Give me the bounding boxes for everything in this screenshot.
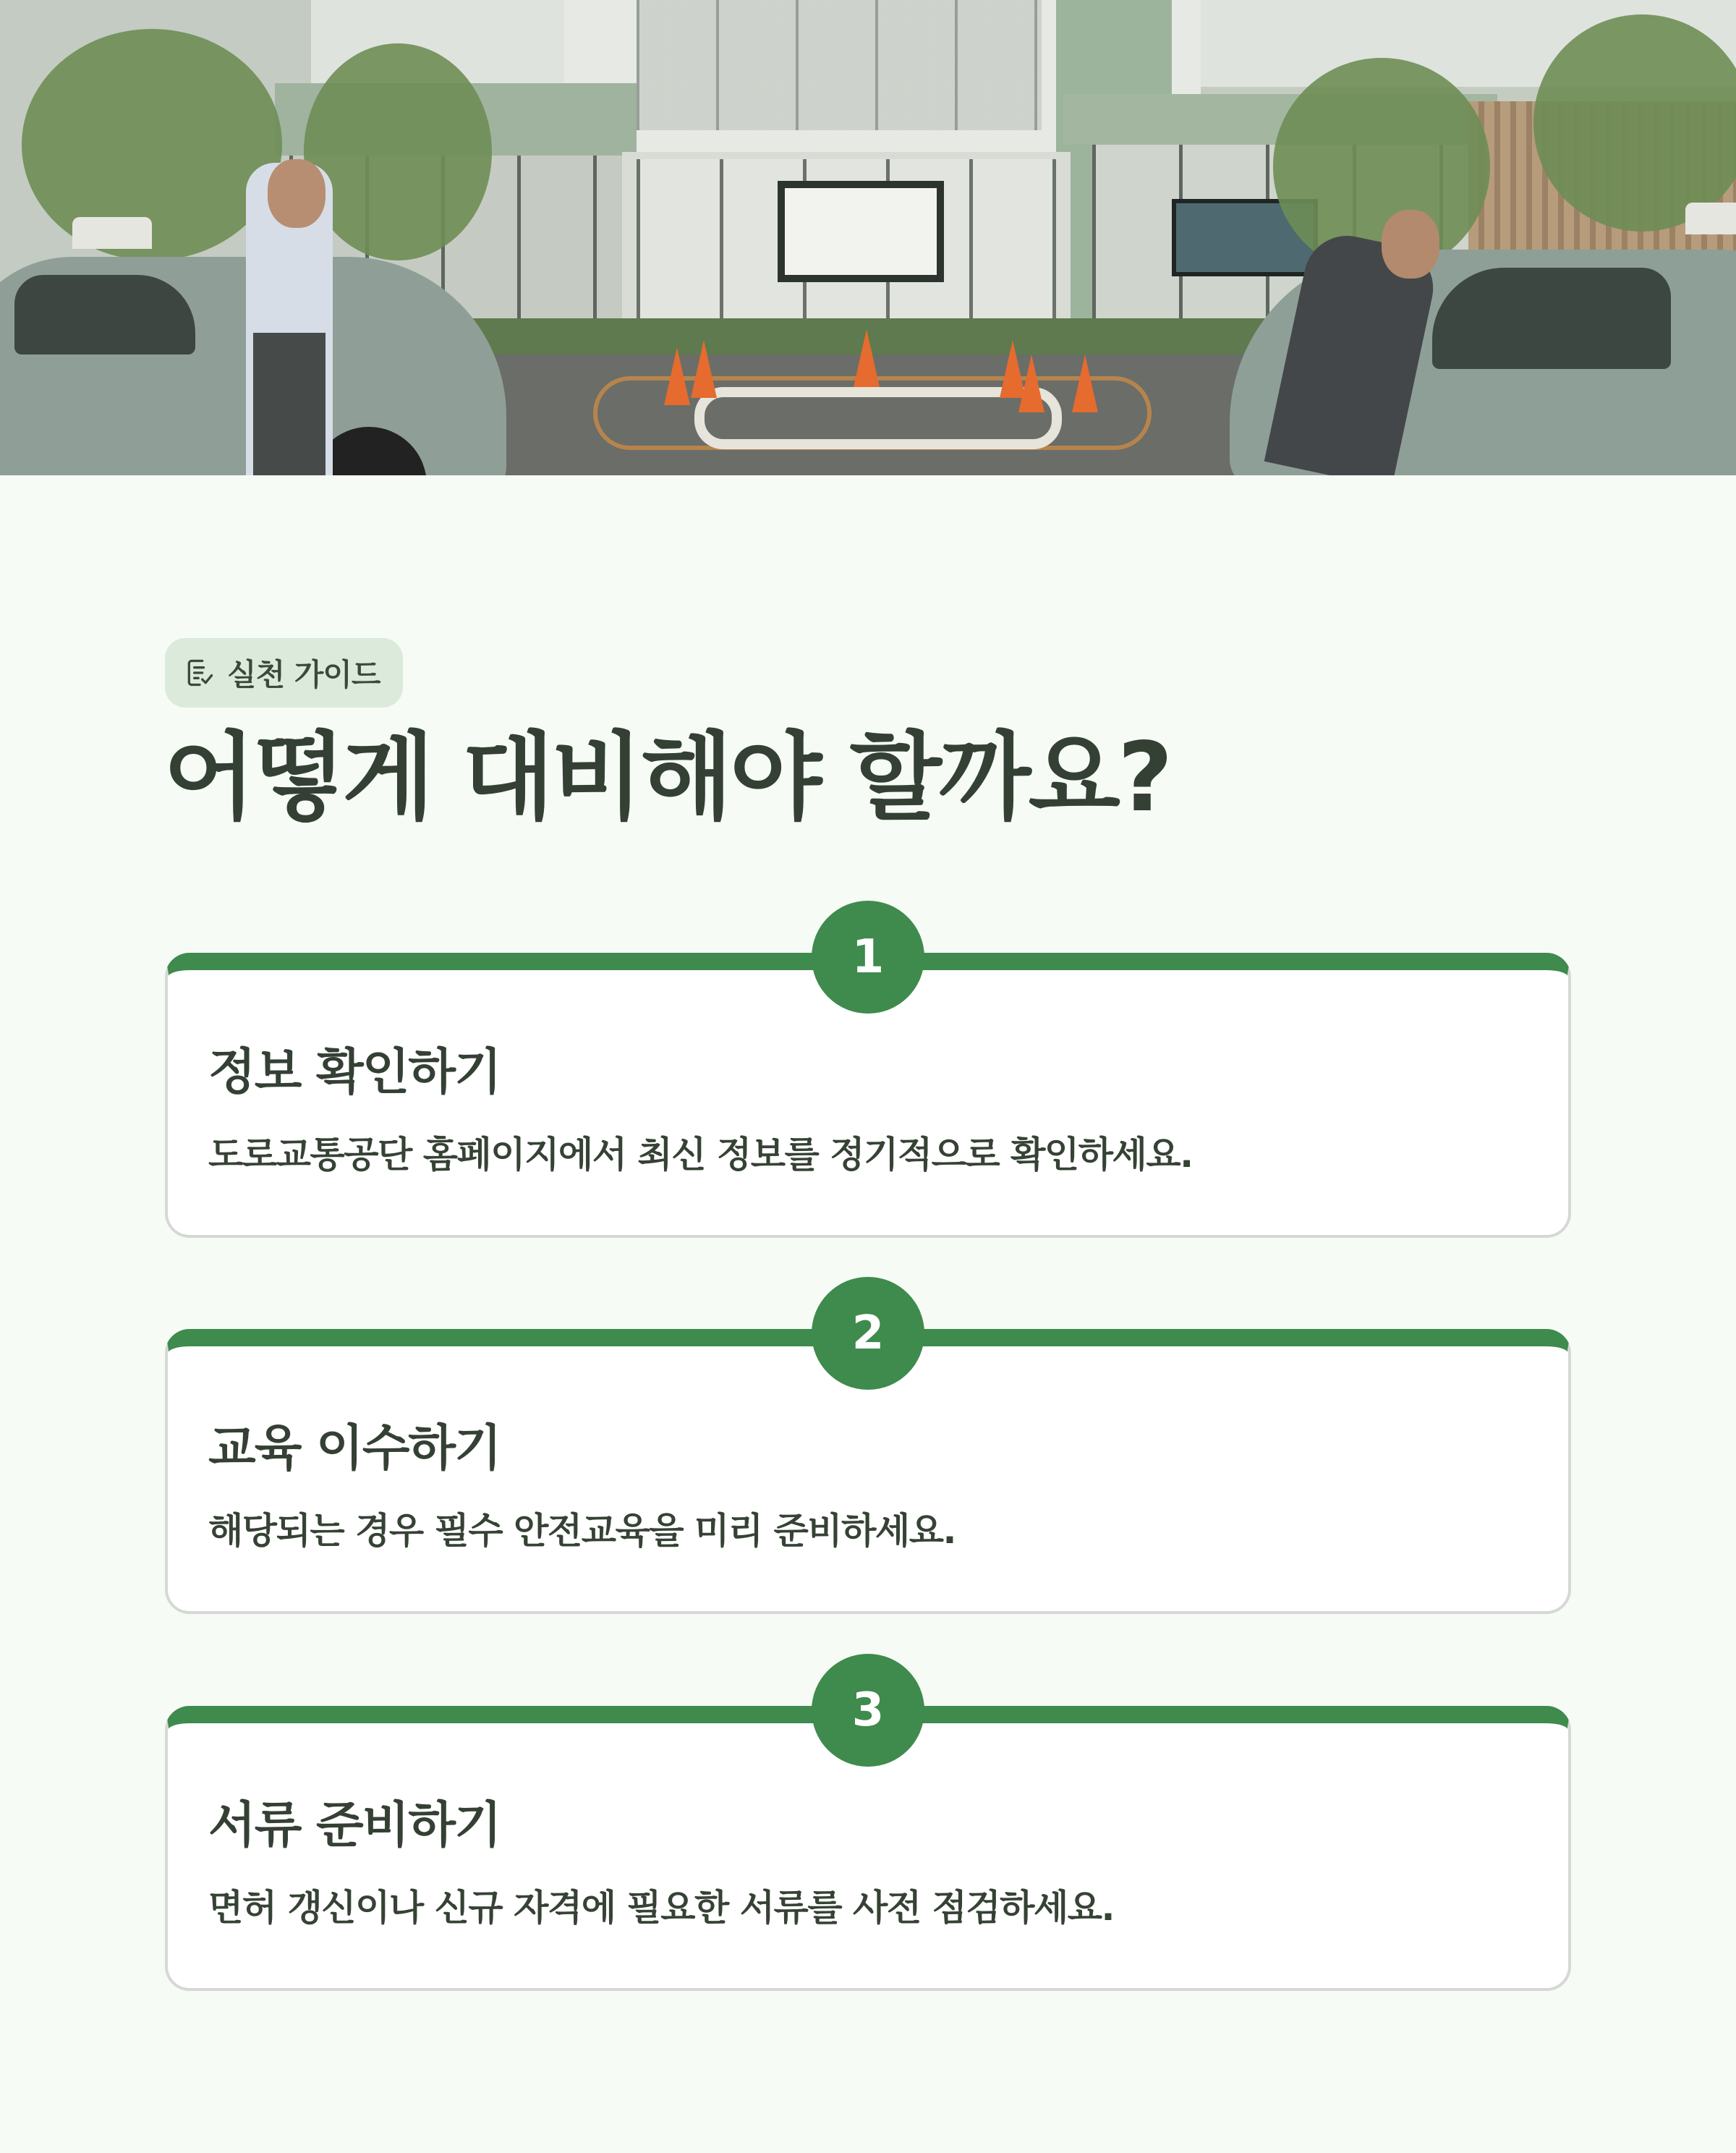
- step-title: 서류 준비하기: [208, 1797, 501, 1854]
- step-description: 도로교통공단 홈페이지에서 최신 정보를 정기적으로 확인하세요.: [208, 1134, 1193, 1176]
- section-badge-label: 실천 가이드: [227, 657, 380, 692]
- page-title: 어떻게 대비해야 할까요?: [163, 722, 1170, 833]
- step-number-badge-2: 2: [812, 1277, 924, 1390]
- step-description: 해당되는 경우 필수 안전교육을 미리 준비하세요.: [208, 1510, 956, 1552]
- checklist-document-icon: [184, 657, 216, 689]
- step-title: 정보 확인하기: [208, 1044, 501, 1101]
- step-description: 면허 갱신이나 신규 자격에 필요한 서류를 사전 점검하세요.: [208, 1887, 1115, 1929]
- step-number-badge-1: 1: [812, 901, 924, 1014]
- step-number-badge-3: 3: [812, 1654, 924, 1767]
- hero-photo: [0, 0, 1736, 475]
- step-title: 교육 이수하기: [208, 1420, 501, 1477]
- section-badge: [165, 638, 403, 708]
